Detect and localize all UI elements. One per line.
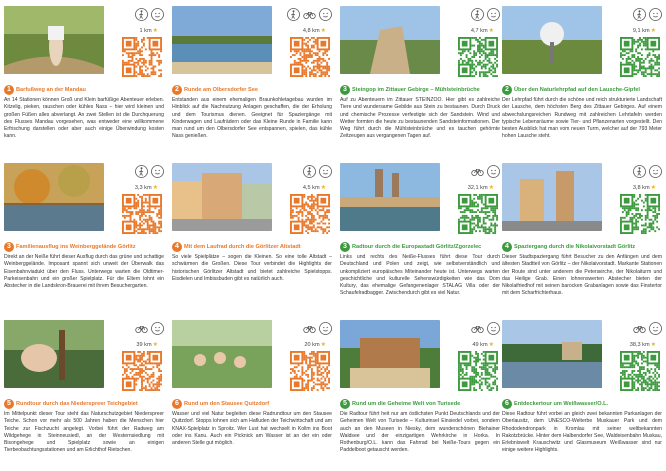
route-title: Runde am Olbersdorfer See xyxy=(184,87,258,93)
route-distance: 49 km★ xyxy=(472,342,494,348)
route-distance: 1 km★ xyxy=(139,28,158,34)
route-number: 4 xyxy=(172,242,182,252)
route-card-8 xyxy=(502,157,664,314)
qr-pattern xyxy=(458,194,498,234)
route-icons xyxy=(444,322,500,336)
route-icons xyxy=(606,165,662,179)
route-card-9 xyxy=(4,314,166,471)
route-icons xyxy=(276,8,332,22)
route-number: 2 xyxy=(172,85,182,95)
qr-code[interactable] xyxy=(290,351,330,391)
star-icon: ★ xyxy=(152,28,158,34)
route-title: Rund um den Stausee Quitzdorf xyxy=(184,401,270,407)
face-icon xyxy=(487,322,500,335)
route-number: 3 xyxy=(340,85,350,95)
face-icon xyxy=(649,322,662,335)
route-card-10 xyxy=(172,314,334,471)
route-title: Spaziergang durch die Nikolaivorstadt Görlitz xyxy=(514,244,636,250)
qr-code[interactable] xyxy=(620,194,660,234)
route-title: Radtour durch die Europastadt Görlitz/Zgorzelec xyxy=(352,244,482,250)
route-number: 3 xyxy=(340,242,350,252)
route-photo xyxy=(340,320,440,388)
route-distance: 39 km★ xyxy=(136,342,158,348)
column-4 xyxy=(502,0,664,471)
qr-code[interactable] xyxy=(290,194,330,234)
column-3 xyxy=(340,0,502,471)
star-icon: ★ xyxy=(320,342,326,348)
qr-pattern xyxy=(458,37,498,77)
face-icon xyxy=(151,165,164,178)
route-description: Wasser und viel Natur begleiten diese Radrundtour um den Stausee Quitzdorf. Stopps lohnen sich am Hafluden der Teichwirtschaft und am KNAX-Spielplatz in Sproitz. Wer Lust hat wechselt in Kollm ins Boot oder ins Kanu. Auch ein Picknick am Wasser ist an der ein oder anderen Stelle gut möglich. xyxy=(172,411,332,447)
route-icons xyxy=(276,322,332,336)
route-photo xyxy=(172,320,272,388)
qr-pattern xyxy=(122,194,162,234)
qr-code[interactable] xyxy=(458,194,498,234)
route-photo xyxy=(340,163,440,231)
face-icon xyxy=(319,165,332,178)
star-icon: ★ xyxy=(650,342,656,348)
route-description: Diese Radtour führt vorbei an gleich zwei bekannten Parkanlagen der Oberlausitz, dem UNESCO-Welterbe Muskauer Park und dem Rhododendronpark in Kromlau mit seiner weltbekannten Rakotzbrücke. Hinter dem Halbendorfer See, Waldeisenbahn Muskau, Erlebniswelt Krauschwitz und Glasmuseum Weißwasser sind nur einige weitere Highlights. xyxy=(502,411,662,454)
route-title: Rund um die Geheime Welt von Turisede xyxy=(352,401,461,407)
qr-pattern xyxy=(122,351,162,391)
column-1 xyxy=(4,0,166,471)
walk-icon xyxy=(471,8,484,21)
route-icons xyxy=(444,8,500,22)
route-photo xyxy=(502,6,602,74)
star-icon: ★ xyxy=(650,185,656,191)
star-icon: ★ xyxy=(152,185,158,191)
route-distance: 3,3 km★ xyxy=(134,185,158,191)
walk-icon xyxy=(633,8,646,21)
qr-pattern xyxy=(620,351,660,391)
qr-pattern xyxy=(620,37,660,77)
qr-code[interactable] xyxy=(290,37,330,77)
route-icons xyxy=(444,165,500,179)
route-icons xyxy=(108,8,164,22)
qr-pattern xyxy=(290,37,330,77)
route-photo xyxy=(4,6,104,74)
route-distance: 20 km★ xyxy=(304,342,326,348)
route-icons xyxy=(276,165,332,179)
route-icons xyxy=(606,322,662,336)
route-distance: 9,1 km★ xyxy=(632,28,656,34)
qr-code[interactable] xyxy=(620,37,660,77)
face-icon xyxy=(649,165,662,178)
qr-pattern xyxy=(122,37,162,77)
star-icon: ★ xyxy=(320,28,326,34)
qr-pattern xyxy=(458,351,498,391)
route-title: Steingop im Zittauer Gebirge – Mühlsteinbrüche xyxy=(352,87,480,93)
route-photo xyxy=(4,163,104,231)
route-number: 2 xyxy=(502,85,512,95)
qr-code[interactable] xyxy=(458,351,498,391)
route-distance: 4,7 km★ xyxy=(470,28,494,34)
route-description: So viele Spielplätze – sogen die Kleinen. So eine tolle Altstadt – schwärmen die Großen. Diese Tour verbindet die Highlights der historischen Görlitzer Altstadt und bietet zahlreiche Spielstopps. Eisdielen und Imbissbuden gibt es natürlich auch. xyxy=(172,254,332,282)
route-icons xyxy=(606,8,662,22)
star-icon: ★ xyxy=(650,28,656,34)
route-distance: 38,3 km★ xyxy=(629,342,656,348)
route-card-1 xyxy=(4,0,166,157)
route-photo xyxy=(502,320,602,388)
qr-pattern xyxy=(290,351,330,391)
face-icon xyxy=(151,322,164,335)
walk-icon xyxy=(303,165,316,178)
route-description: Die Radtour führt heit nur am östlichsten Punkt Deutschlands und der Geheimen Welt von Turisede – Kulturinsel Einsiedel vorbei, sondern auch an den Museen in Niesky, dem wunderschönen Biehainer Waldsee und der einzigartigen Wehrkirche in Horka. In Rothenburg/O.L. kann das Fahrrad bei Neiße-Tours gegen ein Paddelboot getauscht werden. xyxy=(340,411,500,454)
route-description: Links und rechts des Neiße-Flusses führt diese Tour durch Deutschland und Polen und zeigt, wie selbstverständlich und unkompliziert europäisches Miteinander heute ist. Unterwegs warten geschichtliche und kulturelle Sehenswürdigkeiten wie das Dom Kultury, das ehemalige Gefangenenlager STALAG Villa oder der Schaufelradbagger. Zwischendurch gibt es viel Natur. xyxy=(340,254,500,297)
route-description: An 14 Stationen können Groß und Klein barfüßige Abenteuer erleben. Kitzelig, pieken, rauschen oder kühles Nass – hier wird kleinen und großen Füßen alles abverlangt. An zwei Stellen ist die Durchquerung des Flusses Mandau vorgesehen, was entweder eine willkommene Erfrischung darstellen oder aber auch einige Überwindung kosten kann. xyxy=(4,97,164,140)
face-icon xyxy=(151,8,164,21)
face-icon xyxy=(487,8,500,21)
column-2 xyxy=(172,0,334,471)
route-title: Über den Naturlehrpfad auf den Lausche-Gipfel xyxy=(514,87,640,93)
route-title: Familienausflug ins Weinberggelände Görlitz xyxy=(16,244,136,250)
qr-code[interactable] xyxy=(122,351,162,391)
bike-icon xyxy=(471,322,484,335)
route-number: 5 xyxy=(4,399,14,409)
star-icon: ★ xyxy=(488,342,494,348)
walk-icon xyxy=(633,165,646,178)
face-icon xyxy=(487,165,500,178)
qr-code[interactable] xyxy=(620,351,660,391)
star-icon: ★ xyxy=(488,28,494,34)
route-card-2 xyxy=(172,0,334,157)
route-description: Im Mittelpunkt dieser Tour steht das Naturschutzgebiet Niederspreer Teiche. Schon vor mehr als 500 Jahren haben die Menschen hier Teiche zur Fischzucht angelegt. Vorbei führt der Radweg am Wildgehege in Steinneusiedl, an der Westernsiedlung mit Bisongehege und Spielplatz sowie an einigen Tierbeobachtungsstationen und am Erlichthof Rietschen. xyxy=(4,411,164,454)
route-title: Entdeckertour um Weißwasser/O.L. xyxy=(514,401,609,407)
bike-icon xyxy=(303,8,316,21)
qr-code[interactable] xyxy=(122,194,162,234)
bike-icon xyxy=(303,322,316,335)
route-number: 6 xyxy=(502,399,512,409)
route-distance: 3,8 km★ xyxy=(632,185,656,191)
star-icon: ★ xyxy=(152,342,158,348)
route-icons xyxy=(108,165,164,179)
route-icons xyxy=(108,322,164,336)
face-icon xyxy=(319,8,332,21)
route-number: 4 xyxy=(502,242,512,252)
route-title: Mit dem Laufrad durch die Görlitzer Altstadt xyxy=(184,244,301,250)
face-icon xyxy=(319,322,332,335)
face-icon xyxy=(649,8,662,21)
route-number: 1 xyxy=(4,85,14,95)
bike-icon xyxy=(633,322,646,335)
route-distance: 32,1 km★ xyxy=(467,185,494,191)
route-photo xyxy=(4,320,104,388)
route-card-3 xyxy=(340,0,502,157)
walk-icon xyxy=(135,165,148,178)
route-card-12 xyxy=(502,314,664,471)
route-card-4 xyxy=(502,0,664,157)
route-description: Dieser Stadtspaziergang führt Besucher zu den Anfängen und dem ältesten Stadtteil von Görlitz – der Nikolaivorstadt. Markante Stationen der Route sind unter anderem die Petersкirche, der Nikolaiturm und das Heilige Grab. Einen lohnenswerten Abstecher bieten der Nikolaifriedhof mit seinen barocken Grabanlagen sowie das Finstertor mit dem Scharfrichterhaus. xyxy=(502,254,662,297)
route-description: Auf zu Abenteuern im Zittauer STEINZOO. Hier gibt es zahlreiche Tiere und wundersame Gebilde aus Stein zu bestaunen. Durch Druck und chemische Prozesse verfestigte sich der Sandstein. Wind und Wetter formten die heute zu bestaunenden Sandsteinformationen. Der Weg führt durch die Mühlsteinbrüche und es tauchen gehörnte Zeitzeugen aus vergangenen Tagen auf. xyxy=(340,97,500,140)
route-description: Der Lehrpfad führt durch die schöne und reich strukturierte Landschaft der Lausche, dem höchsten Berg des Zittauer Gebirges. Auf einem abwechslungsreichen Rundweg mit zahlreichen Lehrtafeln werden typische Lebensräume sowie Tier- und Pflanzenarten vorgestellt. Den besten Ausblick hat man vom neuen Turm, welcher auf der 793 Meter hohen Lausche steht. xyxy=(502,97,662,140)
route-card-11 xyxy=(340,314,502,471)
qr-code[interactable] xyxy=(122,37,162,77)
walk-icon xyxy=(135,8,148,21)
bike-icon xyxy=(471,165,484,178)
route-description: Direkt an der Neiße führt dieser Ausflug durch das grüne und schattige Weinberggelände. Imposant spannt sich unweit der Überwalk das Eisenbahnviadukt über den Fluss. Unterwegs warten die Oldtimer-Parkeisenbahn und ein großer Spielplatz. Für die Eltern lohnt ein Abstecher in die Landskron-Brauerei mit ihrem Besuchergarten. xyxy=(4,254,164,290)
route-distance: 4,8 km★ xyxy=(302,28,326,34)
route-photo xyxy=(502,163,602,231)
route-photo xyxy=(340,6,440,74)
route-title: Barfußweg an der Mandau xyxy=(16,87,86,93)
bike-icon xyxy=(135,322,148,335)
route-description: Entstanden aus einem ehemaligen Braunkohletagebau wurden im Hinblick auf die Nachnutzung Anlagen geschaffen, die der Erholung und dem Tourismus dienen. Geeignet für Spaziergänge mit Kinderwagen und Laufrädern oder das Kleine Runde in Familie kann man rund um den Olbersdorfer See entspannen, spielen, das kühle Nass genießen. xyxy=(172,97,332,140)
route-number: 5 xyxy=(340,399,350,409)
route-photo xyxy=(172,6,272,74)
route-title: Rundtour durch das Niederspreer Teichgebiet xyxy=(16,401,138,407)
route-distance: 4,5 km★ xyxy=(302,185,326,191)
route-photo xyxy=(172,163,272,231)
walk-icon xyxy=(287,8,300,21)
route-number: 3 xyxy=(4,242,14,252)
qr-pattern xyxy=(620,194,660,234)
qr-code[interactable] xyxy=(458,37,498,77)
star-icon: ★ xyxy=(320,185,326,191)
qr-pattern xyxy=(290,194,330,234)
star-icon: ★ xyxy=(488,185,494,191)
route-card-6 xyxy=(172,157,334,314)
route-card-7 xyxy=(340,157,502,314)
route-card-5 xyxy=(4,157,166,314)
route-number: 6 xyxy=(172,399,182,409)
